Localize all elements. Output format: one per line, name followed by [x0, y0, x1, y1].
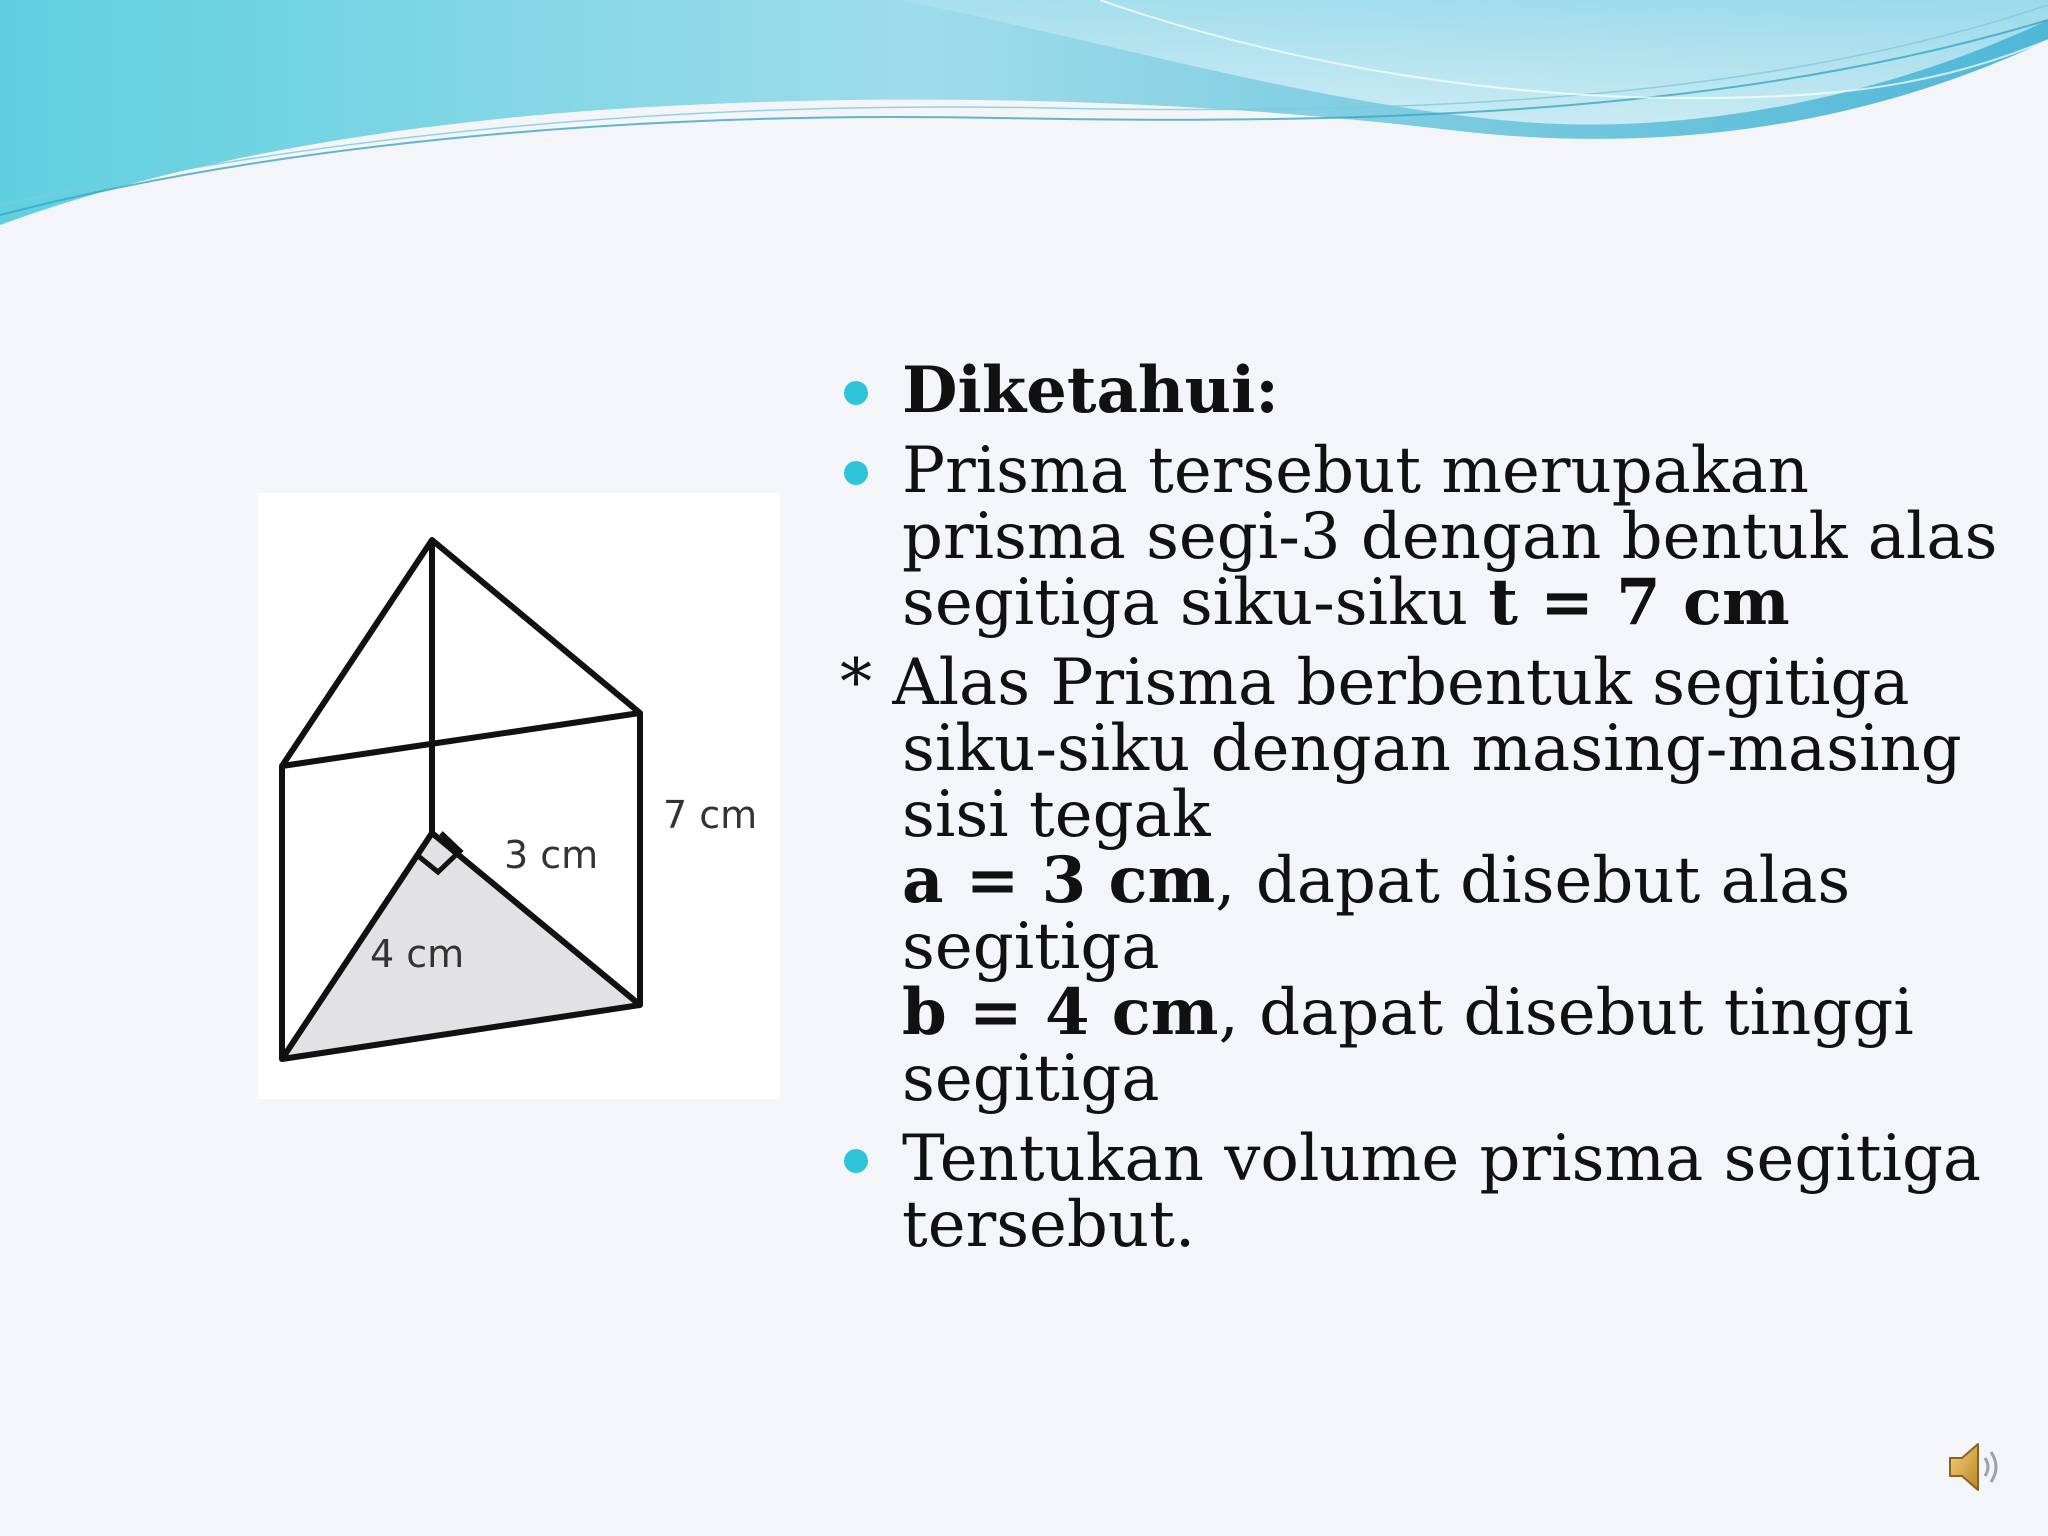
prisma-height-value: t = 7 cm — [1488, 565, 1790, 640]
diketahui-heading: Diketahui: — [902, 353, 1279, 428]
bullet-dot — [844, 381, 868, 405]
tentukan-line-2: tersebut. — [902, 1188, 1196, 1262]
top-triangle — [282, 540, 640, 766]
side-a-desc-2: segitiga — [902, 910, 1160, 984]
label-side-a: 3 cm — [504, 833, 599, 877]
prisma-line-2: prisma segi-3 dengan bentuk alas — [902, 500, 1998, 574]
side-a-desc: , dapat disebut alas — [1215, 844, 1851, 918]
prism-figure — [258, 493, 780, 1099]
prisma-line-3 — [902, 565, 2000, 640]
slide-text — [840, 353, 2000, 1272]
side-b-desc-2: segitiga — [902, 1042, 1160, 1116]
bullet-dot — [844, 461, 868, 485]
bullet-dot — [844, 1149, 868, 1173]
prisma-line-3-text: segitiga siku-siku — [902, 566, 1469, 640]
side-b-line — [902, 975, 2000, 1050]
triangular-prism-diagram — [258, 493, 780, 1099]
side-b-desc: , dapat disebut tinggi — [1218, 976, 1914, 1050]
side-a-line — [902, 843, 2000, 918]
label-side-b: 4 cm — [370, 932, 465, 976]
side-a-value: a = 3 cm — [902, 843, 1216, 918]
list-item-diketahui — [840, 353, 2000, 428]
list-item-prisma — [840, 434, 2000, 640]
list-item-alas — [840, 646, 2000, 1116]
alas-line-1: * Alas Prisma berbentuk segitiga — [840, 646, 1910, 720]
tentukan-line-1: Tentukan volume prisma segitiga — [902, 1122, 1982, 1196]
alas-line-3: sisi tegak — [902, 778, 1211, 852]
alas-line-2: siku-siku dengan masing-masing — [902, 712, 1962, 786]
list-item-tentukan — [840, 1122, 2000, 1262]
speaker-icon[interactable] — [1946, 1436, 2006, 1498]
side-b-value: b = 4 cm — [902, 975, 1219, 1050]
prisma-line-1: Prisma tersebut merupakan — [902, 434, 1809, 508]
header-wave-decoration — [0, 0, 2048, 240]
label-height: 7 cm — [663, 793, 758, 837]
